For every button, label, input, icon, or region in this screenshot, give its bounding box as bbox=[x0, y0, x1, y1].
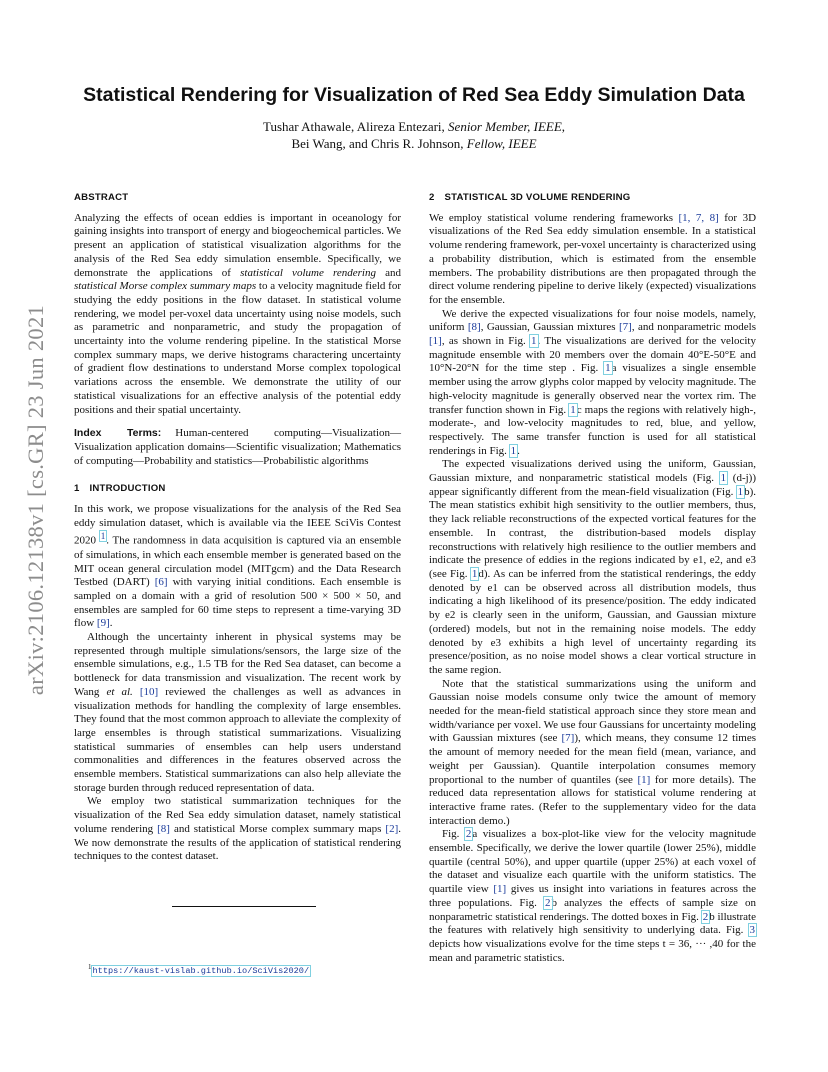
footnote bbox=[88, 963, 310, 976]
fig-link-1d[interactable]: 1 bbox=[471, 567, 478, 580]
index-terms-label: Index Terms: bbox=[74, 427, 162, 440]
fig-link-1e[interactable]: 1 bbox=[510, 444, 517, 457]
intro-paragraph-1: In this work, we propose visualizations for the analysis of the Red Sea eddy simulation dataset, which is available via the IEEE SciVis Contest 2020 $^1$. The randomness in data acquisition is captured via an ensemble of simulations, in which each ensemble member is generated based on the MIT ocean general circulation model (MITgcm) and the Data Research Testbed (DART) [6] with varying initial conditions. Each ensemble is sampled on a domain with a grid of resolution 500 × 500 × 50, and ensembles are sampled for 60 time steps to represent a time-varying 3D flow [9]. bbox=[74, 503, 401, 630]
ref-link-7b[interactable]: [7] bbox=[561, 732, 575, 745]
author-line-2 bbox=[0, 135, 828, 152]
author-names-1: Tushar Athawale, Alireza Entezari, bbox=[262, 119, 445, 134]
paper-title: Statistical Rendering for Visualization of Red Sea Eddy Simulation Data bbox=[83, 84, 745, 106]
footnote-rule bbox=[172, 906, 316, 907]
ref-link-6[interactable]: [6] bbox=[154, 576, 168, 589]
ref-link-9[interactable]: [9] bbox=[96, 617, 110, 630]
ref-link-2[interactable]: [2] bbox=[385, 822, 399, 835]
fig-link-2a[interactable]: 2 bbox=[465, 828, 472, 841]
fig-link-1b[interactable]: 1 bbox=[737, 485, 744, 498]
author-line-1 bbox=[0, 118, 828, 135]
author-role-2: Fellow, IEEE bbox=[466, 136, 537, 151]
ref-link-8[interactable]: [8] bbox=[157, 822, 170, 835]
section2-paragraph-5: Fig. 2a visualizes a box-plot-like view for the velocity magnitude ensemble. Specifically, we derive the lower quartile (lower 25%), middle quartile (central 50%), and upper quartile (upper 25%) at each voxel of the dataset and visualize each quartile with the uniform statistics. The quartile view [1] gives us insight into variations in features across the three populations. Fig. 2b analyzes the effects of sample size on nonparametric statistical renderings. The dotted boxes in Fig. 2b illustrate the features with relatively high sensitivity to underlying data. Fig. 3 depicts how visualizations evolve for the time steps t = 36, ··· ,40 for the mean and parametric statistics. bbox=[429, 828, 757, 964]
intro-paragraph-3: We employ two statistical summarization techniques for the visualization of the Red Sea eddy simulation dataset, namely statistical volume rendering [8] and statistical Morse complex summary maps [2]. We now demonstrate the results of the application of statistical rendering techniques to the contest dataset. bbox=[74, 795, 401, 863]
author-block bbox=[0, 118, 828, 152]
arxiv-stamp bbox=[16, 290, 56, 710]
right-column bbox=[429, 191, 756, 965]
index-terms-text: Human-centered computing—Visualization—Visualization application domains—Scientific visualization; Mathematics of computing—Probability and statistics—Probabilistic algorithms bbox=[74, 427, 402, 467]
ref-link-1b[interactable]: [1] bbox=[637, 773, 651, 786]
author-role-1: Senior Member, IEEE bbox=[448, 119, 562, 134]
left-column bbox=[74, 191, 401, 864]
ref-link-1c[interactable]: [1] bbox=[493, 883, 507, 896]
intro-paragraph-2: Although the uncertainty inherent in physical systems may be represented through multiple simulations/sensors, the large size of the ensemble simulations, e.g., 1.5 TB for the Red Sea dataset, can become a bottleneck for data transmission and visualization. The recent work by Wang et al. [10] reviewed the challenges as well as advances in visualization methods for handling the complexity of large ensembles. They found that the most common approach to alleviate the complexity of large ensembles is through statistical summarizations. Visualizing statistical summaries of ensembles can help users understand commonalities and differences in the features observed across the ensemble members. Statistical summarizations can also help alleviate the storage burden through reduced representation of data. bbox=[74, 631, 401, 794]
fig-link-1dj[interactable]: 1 bbox=[720, 472, 727, 485]
ref-link-7[interactable]: [7] bbox=[618, 321, 632, 334]
fig-link-2b[interactable]: 2 bbox=[545, 896, 551, 909]
ref-link-1[interactable]: [1] bbox=[429, 335, 442, 348]
footnote-url[interactable]: https://kaust-vislab.github.io/SciVis2020/ bbox=[92, 965, 310, 976]
abstract-paragraph: Analyzing the effects of ocean eddies is important in oceanology for gaining insights into transport of energy and biogeochemical particles. We present an application of statistical visualization algorithms for the analysis of the Red Sea eddy simulation ensemble. Specifically, we demonstrate the applications of statistical volume rendering and statistical Morse complex summary maps to a velocity magnitude field for studying the eddy positions in the flow dataset. In statistical volume rendering, we model per-voxel data uncertainty using noise models, such as parametric and nonparametric, and study the propagation of uncertainty into the volume rendering pipeline. In the statistical Morse complex summary maps, we derive histograms charactering uncertainty of gradient flow destinations to understand Morse complex topological variations across the ensemble. We demonstrate the utility of our statistical visualizations for an effective analysis of the potential eddy positions and their spatial uncertainty. bbox=[74, 211, 401, 416]
fig-link-1c[interactable]: 1 bbox=[570, 403, 576, 416]
arxiv-stamp-text: arXiv:2106.12138v1 [cs.GR] 23 Jun 2021 bbox=[23, 304, 48, 696]
abstract-heading: ABSTRACT bbox=[74, 192, 129, 203]
author-line-1-end: , bbox=[561, 119, 566, 134]
fig-link-2b-2[interactable]: 2 bbox=[702, 910, 709, 923]
fig-link-1a[interactable]: 1 bbox=[605, 362, 611, 375]
section2-paragraph-4: Note that the statistical summarizations using the uniform and Gaussian noise models consume only twice the amount of memory needed for the mean-field statistical approach since they store mean and width/variance per voxel. We use four Gaussians for uncertainty modeling with Gaussian mixtures (see [7]), which means, they consume 12 times the amount of memory needed for the mean field (mean, variance, and weight per Gaussian). Quantile interpolation consumes memory proportional to the number of quantiles (see [1] for more details). The reduced data representation allows for statistical volume rendering at interactive frame rates. (Refer to the supplementary video for the data interaction demo.) bbox=[429, 677, 756, 827]
ref-link-1-7-8[interactable]: [1, 7, 8] bbox=[678, 211, 719, 224]
section-2-heading: 2 STATISTICAL 3D VOLUME RENDERING bbox=[429, 192, 631, 203]
section2-paragraph-2: We derive the expected visualizations for four noise models, namely, uniform [8], Gaussian, Gaussian mixtures [7], and nonparametric models [1], as shown in Fig. 1. The visualizations are derived for the velocity magnitude ensemble with 20 members over the domain 40°E-50°E and 10°N-20°N for the time step . Fig. 1a visualizes a single ensemble member using the arrow glyphs color mapped by velocity magnitude. The high-velocity magnitude is generally observed near the vortex rim. The transfer function shown in Fig. 1c maps the regions with relatively high-, moderate-, and low-velocity magnitudes to red, blue, and yellow, respectively. The same transfer function is used for all statistical renderings in Fig. 1. bbox=[429, 307, 757, 457]
section2-paragraph-1: We employ statistical volume rendering frameworks [1, 7, 8] for 3D visualizations of the Red Sea eddy simulation ensemble. In a statistical volume rendering framework, per-voxel uncertainty is characterized using a probability distribution, which is estimated from the ensemble members. The probability distributions are then propagated through the direct volume rendering pipeline to derive likely (expected) visualizations for the ensemble. bbox=[429, 211, 757, 306]
introduction-heading: 1 INTRODUCTION bbox=[74, 483, 166, 495]
index-terms bbox=[74, 427, 401, 468]
ref-link-10[interactable]: [10] bbox=[139, 685, 159, 698]
ref-link-8[interactable]: [8] bbox=[467, 321, 481, 334]
author-names-2: Bei Wang, and Chris R. Johnson, bbox=[291, 136, 464, 151]
fig-link-1[interactable]: 1 bbox=[531, 335, 537, 348]
fig-link-3[interactable]: 3 bbox=[749, 924, 755, 937]
section2-paragraph-3: The expected visualizations derived using the uniform, Gaussian, Gaussian mixture, and nonparametric statistical models (Fig. 1 (d-j)) appear significantly different from the mean-field visualization (Fig. 1b). The mean statistics exhibit high sensitivity to the outlier members, thus, they lack reliable reconstructions of the expected vortical features for the ensemble. In contrast, the distribution-based models display reconstructions with relatively high resilience to the outlier members and indicate the presence of eddies in the regions indicated by e1, e2, and e3 (see Fig. 1d). As can be inferred from the statistical renderings, the eddy denoted by e1 can be observed across all distribution models, thus indicating a high likelihood of its presence/position. The eddy indicated by e2 is clearly seen in the uniform, Gaussian, and Gaussian mixture (ordered) models, but not in the remaining noise models. The eddy denoted by e3 exhibits a high level of uncertainty regarding its presence/position, as no noise model shows a clear vortical structure in the same region. bbox=[429, 458, 756, 676]
footnote-link[interactable]: 1 bbox=[100, 531, 106, 542]
footnote-mark: 1 bbox=[88, 963, 92, 971]
